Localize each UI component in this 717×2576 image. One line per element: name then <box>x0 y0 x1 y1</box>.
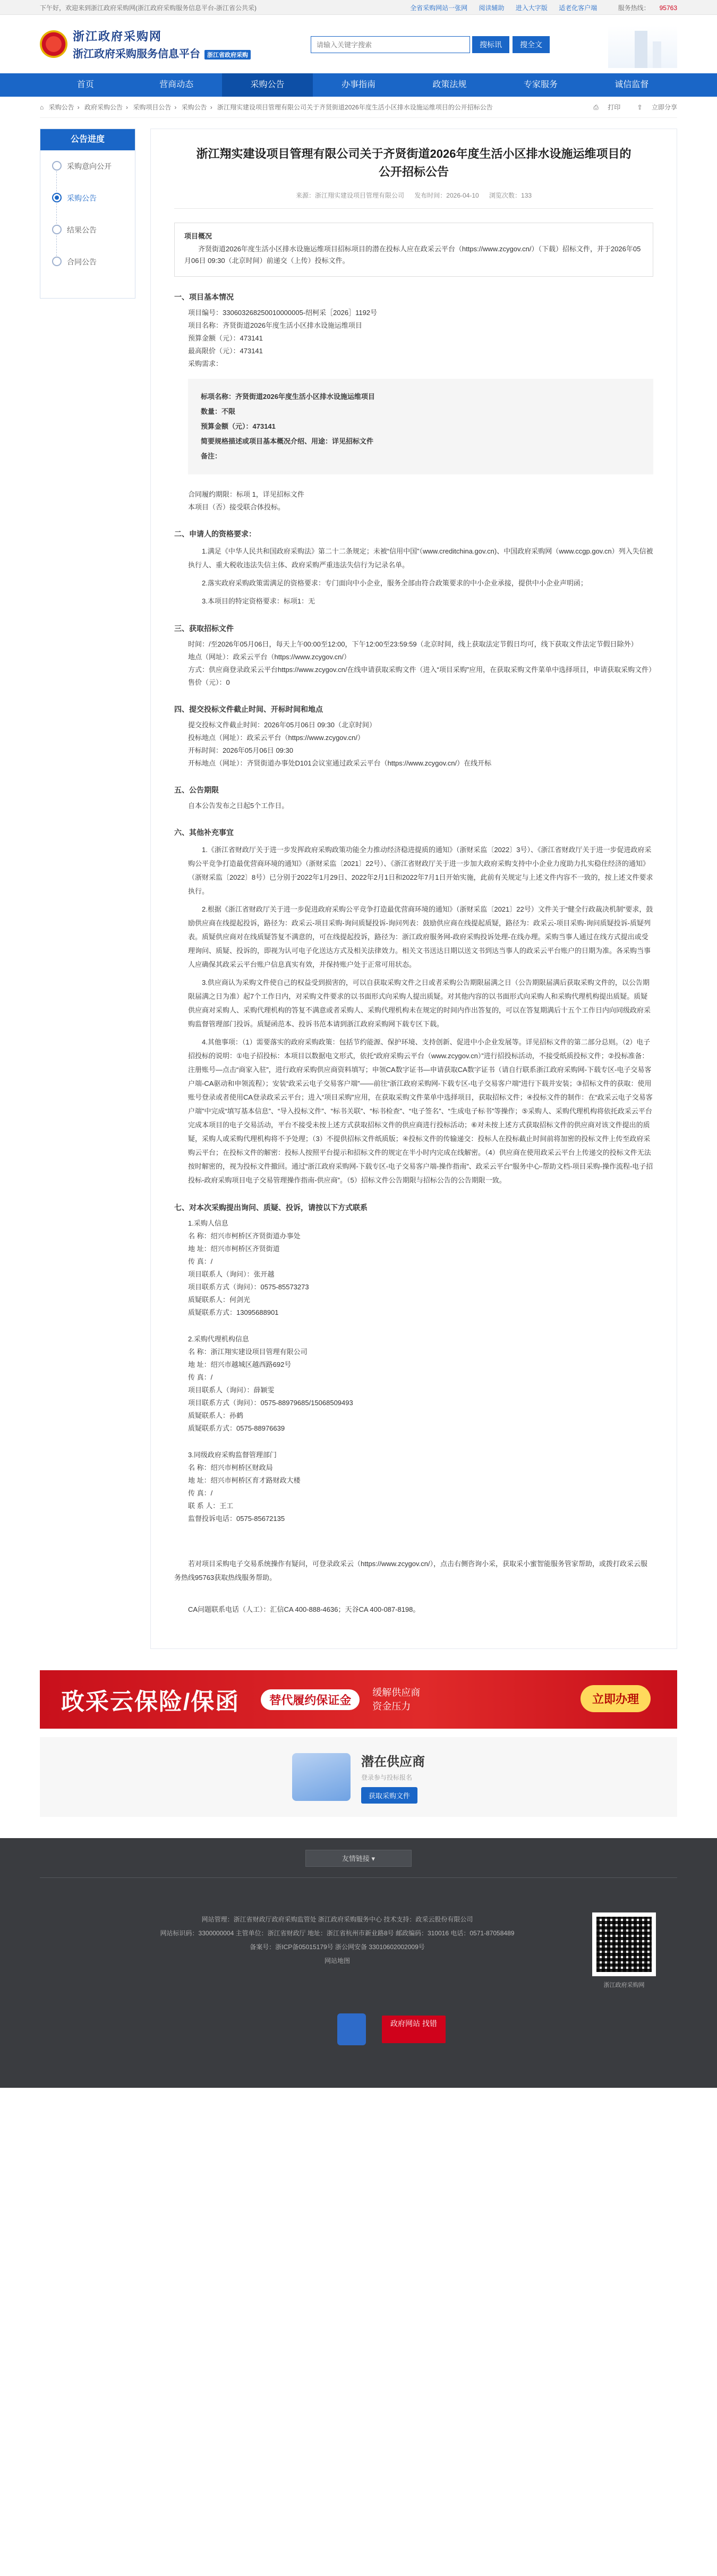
supplier-illustration-icon <box>292 1753 351 1801</box>
contact-group-title: 1.采购人信息 <box>188 1219 228 1227</box>
banner-title: 政采云保险/保函 <box>61 1689 240 1715</box>
nav-credit[interactable]: 诚信监督 <box>614 80 649 89</box>
main-area <box>40 129 677 1649</box>
logo-badge: 浙江省政府采购 <box>204 50 251 59</box>
section-other: 六、其他补充事宜 1.《浙江省财政厅关于进一步发挥政府采购政策功能全力推动经济稳进提质的通知》（浙财采监〔2022〕3号）、《浙江省财政厅关于进一步促进政府采购公平竞争打造最优营商环境的通知》（浙财采监〔2021〕22号）、《浙江省财政厅关于进一步加大政府采购支持中小企业力度助力扎实稳住经济的通知》（浙财采监〔2022〕8号）已分别于2022年1月29日、2022年2月1日和2022年7月1日开始实施，此前有关规定与上述文件内容不一致的，按上述文件要求执行。 2.根据《浙江省财政厅关于进一步促进政府采购公平竞争打造最优营商环境的通知》（浙财采监〔2021〕22号）文件关于“健全行政裁决机制”要求，鼓励供应商在线提起投诉，路径为：政采云-项目采购-询问质疑投诉-询问列表：鼓励供应商在线提起质疑，路径为：政采云-项目采购-询问质疑投诉-质疑列表。质疑供应商对在线质疑答复不满意的，可在线提起投诉，路径为：浙江政府服务网-政府采购投诉处理-在线办理。采购当事人通过在线方式提出或受理询问、质疑、投诉的，即视为认可电子化送达方式及相关法律效力。相关文书送达日期以送文书到达当事人的政采云平台账户的日期为准。各采购当事人应确保其政采云平台账户信息真实有效，并保持账户处于正常可用状态。 3.供应商认为采购文件使自己的权益受到损害的，可以自获取采购文件之日或者采购公告期限届满之日（公告期限届满后获取采购文件的，以公告期限届满之日为准）起7个工作日内，对采购文件要求的以书面形式向采购人提出质疑。对其他内容的以书面形式向采购人和采购代理机构提出质疑。质疑供应商对采购人、采购代理机构的答复不满意或者采购人、采购代理机构未在规定的时间内作出答复的，可以在答复期满后十五个工作日内向同级政府采购监督管理部门投诉。质疑函范本、投诉书范本请到浙江政府采购网下载专区下载。 4.其他事项：（1）需要落实的政府采购政策：包括节约能源、保护环境、支持创新、促进中小企业发展等。详见招标文件的第二部分总则。（2）电子招投标的说明：①电子招投标：本项目以数据电文形式，依托“政府采购云平台（www.zcygov.cn）”进行招投标活动，不接受纸质投标文件；②投标准备：注册账号—点击“商家入驻”，进行政府采购供应商资料填写；申领CA数字证书—申请获取CA数字证书（请自行联系浙江政府采购网-下载专区-电子交易客户端-CA驱动和申领流程）；安装“政采云电子交易客户端”——前往“浙江政府采购网-下载专区-电子交易客户端”进行下载并安装；③招标文件的获取：使用账号登录或者使用CA登录政采云平台；进入“项目采购”应用，在获取采购文件菜单中选择项目，获取招标文件；④投标文件的制作：在“政采云电子交易客户端”中完成“填写基本信息”、“导入投标文件”、“标书关联”、“标书检查”、“电子签名”、“生成电子标书”等操作；⑤采购人、采购代理机构将依托政采云平台完成本项目的电子交易活动，平台不接受未按上述方式获取招标文件的供应商进行投标活动；⑥对未按上述方式获取招标文件的供应商对该文件提出的质疑，采购人或采购代理机构将不予处理；（3）不提供招标文件纸质版；④投标文件的传输递交：投标人在投标截止时间前将加密的投标文件上传至政府采购云平台；在投标文件的解密：投标人按照平台提示和招标文件的规定在半小时内完成在线解密。（4）供应商在使用政采云平台上传递交的投标文件无法按时解密的，视为投标文件撤回。通过“浙江政府采购网-下载专区-电子交易客户端-操作指南”、政采云平台“服务中心-帮助文档-项目采购-操作流程-电子招投标-政府采购项目电子交易管理操作指南-供应商”。（5）招标文件公告期限与招标公告的公告期限一致。 <box>174 826 653 1187</box>
nav-announcements[interactable]: 采购公告 <box>222 73 313 97</box>
qualification-para: 1.满足《中华人民共和国政府采购法》第二十二条规定；未被“信用中国”（www.creditchina.gov.cn)、中国政府采购网（www.ccgp.gov.cn）列入失信被执行人、重大税收违法失信主体、政府采购严重违法失信行为记录名单。 <box>188 547 653 569</box>
lot-line: 简要规格描述或项目基本概况介绍、用途：详见招标文件 <box>201 437 374 445</box>
section-contacts: 七、对本次采购提出询问、质疑、投诉，请按以下方式联系 1.采购人信息 名 称：绍兴市柯桥区齐贤街道办事处 地 址：绍兴市柯桥区齐贤街道 传 真：/ 项目联系人（询问）：张开越 项目联系方式（询问）：0575-85573273 质疑联系人：何剑光 质疑联系方式：13095688901 2.采购代理机构信息 名 称：浙江翔实建设项目管理有限公司 地 址：绍兴市越城区越西路692号 传 真：/ 项目联系人（询问）：薛颖雯 项目联系方式（询问）：0575-88979685/15068509493 质疑联系人：孙鹤 质疑联系方式：0575-88976639 3.同级政府采购监督管理部门 名 称：绍兴市柯桥区财政局 地 址：绍兴市柯桥区育才路财政大楼 传 真：/ 联 系 人：王工 监督投诉电话：0575-85672135 <box>174 1201 653 1525</box>
contact-group-title: 2.采购代理机构信息 <box>188 1335 249 1343</box>
contact-line: 质疑联系人：何剑光 <box>188 1296 251 1304</box>
topbar-link-reading[interactable]: 阅读辅助 <box>479 4 505 12</box>
other-para: 4.其他事项：（1）需要落实的政府采购政策：包括节约能源、保护环境、支持创新、促进中小企业发展等。详见招标文件的第二部分总则。（2）电子招投标的说明：①电子招投标：本项目以数据电文形式，依托“政府采购云平台（www.zcygov.cn）”进行招投标活动，不接受纸质投标文件；②投标准备：注册账号—点击“商家入驻”，进行政府采购供应商资料填写；申领CA数字证书—申请获取CA数字证书（请自行联系浙江政府采购网-下载专区-电子交易客户端-CA驱动和申领流程）；安装“政采云电子交易客户端”——前往“浙江政府采购网-下载专区-电子交易客户端”进行下载并安装；③招标文件的获取：使用账号登录或者使用CA登录政采云平台；进入“项目采购”应用，在获取采购文件菜单中选择项目，获取招标文件；④投标文件的制作：在“政采云电子交易客户端”中完成“填写基本信息”、“导入投标文件”、“标书关联”、“标书检查”、“电子签名”、“生成电子标书”等操作；⑤采购人、采购代理机构将依托政采云平台完成本项目的电子交易活动，平台不接受未按上述方式获取招标文件的供应商进行投标活动；⑥对未按上述方式获取招标文件的供应商对该文件提出的质疑，采购人或采购代理机构将不予处理；（3）不提供招标文件纸质版；④投标文件的传输递交：投标人在投标截止时间前将加密的投标文件上传至政府采购云平台；在投标文件的解密：投标人按照平台提示和招标文件的规定在半小时内完成在线解密。（4）供应商在使用政采云平台上传递交的投标文件无法按时解密的，视为投标文件撤回。通过“浙江政府采购网-下载专区-电子交易客户端-操作指南”、政采云平台“服务中心-帮助文档-项目采购-操作流程-电子招投标-政府采购项目电子交易管理操作指南-供应商”。（5）招标文件公告期限与招标公告的公告期限一致。 <box>188 1038 653 1184</box>
topbar-links <box>400 3 677 12</box>
topbar <box>0 0 717 15</box>
contact-group-title: 3.同级政府采购监督管理部门 <box>188 1451 277 1459</box>
topbar-link-elderly[interactable]: 适老化客户端 <box>559 4 598 12</box>
gov-site-error-badge[interactable]: 政府网站 找错 <box>382 2016 446 2043</box>
contact-line: 名 称：浙江翔实建设项目管理有限公司 <box>188 1348 308 1356</box>
friendly-links-select[interactable]: 友情链接 ▾ <box>305 1850 412 1867</box>
info-line: 合同履约期限：标项 1，详见招标文件 <box>188 490 304 498</box>
section-get-docs: 三、获取招标文件 时间：/至2026年05月06日，每天上午00:00至12:00，下午12:00至23:59:59（北京时间，线上获取法定节假日均可，线下获取文件法定节假日除外） 地点（网址）：政采云平台（https://www.zcygov.cn/） 方式：供应商登录政采云平台https://www.zcygov.cn/在线申请获取采购文件（进入“项目采购”应用，在获取采购文件菜单中选择项目，申请获取采购文件） 售价（元）：0 <box>174 622 653 689</box>
search-bids-button[interactable]: 搜标讯 <box>472 36 509 53</box>
contact-line: 传 真：/ <box>188 1373 213 1381</box>
site-logo[interactable] <box>73 28 251 61</box>
logo-line2: 浙江政府采购服务信息平台 浙江省政府采购 <box>73 45 251 61</box>
step-dot-icon <box>52 225 62 234</box>
section-deadline: 四、提交投标文件截止时间、开标时间和地点 提交投标文件截止时间：2026年05月06日 09:30（北京时间） 投标地点（网址）：政采云平台（https://www.zcygov.cn/） 开标时间：2026年05月06日 09:30 开标地点（网址）：齐贤街道办事处D101会议室通过政采云平台（https://www.zcygov.cn/）在线开标 <box>174 703 653 770</box>
info-line: 项目名称：齐贤街道2026年度生活小区排水设施运维项目 <box>188 321 362 329</box>
get-docs-button[interactable]: 获取采购文件 <box>361 1787 417 1804</box>
info-line: 预算金额（元）：473141 <box>188 334 263 342</box>
welcome-text: 下午好，欢迎来到浙江政府采购网(浙江政府采购服务信息平台-浙江省公共采) <box>40 4 257 12</box>
overview-title: 项目概况 <box>184 232 212 240</box>
contact-line: 传 真：/ <box>188 1257 213 1265</box>
print-button[interactable]: ⎙ 打印 <box>593 104 621 111</box>
docs-line: 时间：/至2026年05月06日，每天上午00:00至12:00，下午12:00至23:59:59（北京时间，线上获取法定节假日均可，线下获取文件法定节假日除外） <box>188 640 638 648</box>
lot-line: 预算金额（元）：473141 <box>201 422 276 430</box>
nav-guide[interactable]: 办事指南 <box>341 80 375 89</box>
nav-business[interactable]: 营商动态 <box>159 80 194 89</box>
footer <box>0 1838 717 2088</box>
nav-home[interactable]: 首页 <box>76 80 94 89</box>
contact-line: 地 址：绍兴市柯桥区育才路财政大楼 <box>188 1476 301 1484</box>
contact-line: 质疑联系人：孙鹤 <box>188 1412 244 1419</box>
logo-line1: 浙江政府采购网 <box>73 30 163 43</box>
project-overview <box>174 223 653 277</box>
hotline-label: 服务热线： <box>618 4 650 12</box>
qr-caption: 浙江政府采购网 <box>603 1982 645 1988</box>
other-para: 2.根据《浙江省财政厅关于进一步促进政府采购公平竞争打造最优营商环境的通知》（浙财采监〔2021〕22号）文件关于“健全行政裁决机制”要求，鼓励供应商在线提起投诉，路径为：政采云-项目采购-询问质疑投诉-询问列表：鼓励供应商在线提起质疑，路径为：政采云-项目采购-询问质疑投诉-质疑列表。质疑供应商对在线质疑答复不满意的，可在线提起投诉，路径为：浙江政府服务网-政府采购投诉处理-在线办理。采购当事人通过在线方式提出或受理询问、质疑、投诉的，即视为认可电子化送达方式及相关法律效力。相关文书送达日期以送文书到达当事人的政采云平台账户的日期为准。各采购当事人应确保其政采云平台账户信息真实有效，并保持账户处于正常可用状态。 <box>188 905 653 968</box>
contact-line: 名 称：绍兴市柯桥区财政局 <box>188 1464 273 1472</box>
info-line: 采购需求： <box>188 360 223 368</box>
supplier-panel <box>40 1737 677 1817</box>
article <box>150 129 677 1649</box>
breadcrumb-item[interactable]: 政府采购公告 <box>84 104 123 111</box>
header <box>0 15 717 73</box>
nav-experts[interactable]: 专家服务 <box>523 80 558 89</box>
docs-line: 方式：供应商登录政采云平台https://www.zcygov.cn/在线申请获取采购文件（进入“项目采购”应用，在获取采购文件菜单中选择项目，申请获取采购文件） <box>188 666 656 674</box>
supplier-title: 潜在供应商 <box>361 1754 425 1769</box>
overview-text: 齐贤街道2026年度生活小区排水设施运维项目招标项目的潜在投标人应在政采云平台（https://www.zcygov.cn/）（下载）招标文件，并于2026年05月06日 09:30（北京时间）前递交（上传）投标文件。 <box>184 245 641 265</box>
contact-line: 质疑联系方式：13095688901 <box>188 1308 279 1316</box>
banner-cta-button[interactable]: 立即办理 <box>581 1685 651 1712</box>
docs-line: 售价（元）：0 <box>188 678 230 686</box>
qualification-para: 2.落实政府采购政策需满足的资格要求：专门面向中小企业，服务全部由符合政策要求的中小企业承接，提供中小企业声明函； <box>202 579 587 587</box>
hotline <box>609 4 677 12</box>
footer-info <box>109 1912 566 1968</box>
article-meta <box>174 191 653 209</box>
progress-step-intent[interactable]: 采购意向公开 <box>52 161 135 193</box>
contact-line: 名 称：绍兴市柯桥区齐贤街道办事处 <box>188 1232 301 1240</box>
search-fulltext-button[interactable]: 搜全文 <box>513 36 550 53</box>
share-icon: ⇪ <box>637 104 643 111</box>
nav-policy[interactable]: 政策法规 <box>432 80 467 89</box>
contact-line: 传 真：/ <box>188 1489 213 1497</box>
lot-line: 标项名称：齐贤街道2026年度生活小区排水设施运维项目 <box>201 393 375 401</box>
contact-line: 质疑联系方式：0575-88976639 <box>188 1424 285 1432</box>
footer-line: 网站标识码：3300000004 主管单位：浙江省财政厅 地址：浙江省杭州市新业路8号 邮政编码：310016 电话：0571-87058489 <box>160 1929 515 1937</box>
topbar-link-large[interactable]: 进入大字版 <box>515 4 548 12</box>
sitemap-link[interactable]: 网站地图 <box>324 1957 350 1965</box>
progress-title: 公告进度 <box>40 129 135 150</box>
deadline-line: 开标地点（网址）：齐贤街道办事处D101会议室通过政采云平台（https://www.zcygov.cn/）在线开标 <box>188 759 492 767</box>
help-text: 若对项目采购电子交易系统操作有疑问，可登录政采云（https://www.zcygov.cn/），点击右侧咨询小采，获取采小蜜智能服务管家帮助，或拨打政采云服务热线95763获取热线服务帮助。 <box>174 1560 648 1582</box>
supplier-subtitle: 登录参与投标报名 <box>361 1773 413 1781</box>
qr-code <box>592 1912 656 1976</box>
article-date: 发布时间：2026-04-10 <box>414 192 479 199</box>
insurance-banner[interactable] <box>40 1670 677 1729</box>
article-views: 浏览次数：133 <box>489 192 532 199</box>
other-para: 1.《浙江省财政厅关于进一步发挥政府采购政策功能全力推动经济稳进提质的通知》（浙财采监〔2022〕3号）、《浙江省财政厅关于进一步促进政府采购公平竞争打造最优营商环境的通知》（浙财采监〔2021〕22号）、《浙江省财政厅关于进一步加大政府采购支持中小企业力度助力扎实稳住经济的通知》（浙财采监〔2022〕8号）已分别于2022年1月29日、2022年2月1日和2022年7月1日开始实施，此前有关规定与上述文件内容不一致的，按上述文件要求执行。 <box>188 846 653 895</box>
header-illustration <box>608 25 677 68</box>
breadcrumb-item[interactable]: 采购项目公告 <box>133 104 172 111</box>
other-para: 3.供应商认为采购文件使自己的权益受到损害的，可以自获取采购文件之日或者采购公告期限届满之日（公告期限届满后获取采购文件的，以公告期限届满之日为准）起7个工作日内，对采购文件要求的以书面形式向采购人提出质疑。对其他内容的以书面形式向采购人和采购代理机构提出质疑。质疑供应商对采购人、采购代理机构的答复不满意或者采购人、采购代理机构未在规定的时间内作出答复的，可以在答复期满后十五个工作日内向同级政府采购监督管理部门投诉。质疑函范本、投诉书范本请到浙江政府采购网下载专区下载。 <box>188 979 651 1028</box>
banner-sub: 缓解供应商 资金压力 <box>372 1687 421 1712</box>
info-line: 最高限价（元）：473141 <box>188 347 263 355</box>
progress-sidebar <box>40 129 135 1649</box>
contact-line: 联 系 人：王工 <box>188 1502 234 1510</box>
footer-line: 备案号：浙ICP备05015179号 浙公网安备 33010602002009号 <box>250 1943 425 1951</box>
breadcrumb-current: 浙江翔实建设项目管理有限公司关于齐贤街道2026年度生活小区排水设施运维项目的公开招标公告 <box>217 104 493 111</box>
search-bar <box>311 36 550 53</box>
banner-pill: 替代履约保证金 <box>261 1689 360 1710</box>
deadline-line: 投标地点（网址）：政采云平台（https://www.zcygov.cn/） <box>188 734 365 742</box>
contact-line: 项目联系方式（询问）：0575-85573273 <box>188 1283 309 1291</box>
footer-line: 网站管理：浙江省财政厅政府采购监管处 浙江政府采购服务中心 技术支持：政采云股份有限公司 <box>201 1916 473 1923</box>
step-dot-icon <box>52 161 62 171</box>
lot-line: 备注： <box>201 452 222 460</box>
breadcrumb-item[interactable]: 采购公告 <box>181 104 207 111</box>
lot-box <box>188 379 653 474</box>
print-icon: ⎙ <box>593 104 599 111</box>
contact-line: 项目联系人（询问）：薛颖雯 <box>188 1386 275 1394</box>
emblem-icon <box>40 30 67 58</box>
step-dot-icon <box>52 257 62 266</box>
article-title: 浙江翔实建设项目管理有限公司关于齐贤街道2026年度生活小区排水设施运维项目的公开招标公告 <box>196 147 631 178</box>
share-button[interactable]: ⇪ 立即分享 <box>637 104 677 111</box>
progress-step-result[interactable]: 结果公告 <box>52 225 135 257</box>
step-dot-icon <box>52 193 62 202</box>
section-period: 五、公告期限 自本公告发布之日起5个工作日。 <box>174 784 653 812</box>
info-line: 本项目（否）接受联合体投标。 <box>188 503 285 511</box>
qualification-para: 3.本项目的特定资格要求：标项1：无 <box>202 597 315 605</box>
main-nav <box>0 73 717 97</box>
progress-step-contract[interactable]: 合同公告 <box>52 257 135 288</box>
section-basic-info: 一、项目基本情况 项目编号：330603268250010000005-绍柯采［2026］1192号 项目名称：齐贤街道2026年度生活小区排水设施运维项目 预算金额（元）：473141 最高限价（元）：473141 采购需求： 标项名称：齐贤街道2026年度生活小区排水设施运维项目 数量：不限 预算金额（元）：473141 简要规格描述或项目基本概况介绍、用途：详见招标文件 备注： 合同履约期限：标项 1，详见招标文件 本项目（否）接受联合体投标。 <box>174 291 653 514</box>
deadline-line: 提交投标文件截止时间：2026年05月06日 09:30（北京时间） <box>188 721 376 729</box>
section-qualification: 二、申请人的资格要求： 1.满足《中华人民共和国政府采购法》第二十二条规定；未被“信用中国”（www.creditchina.gov.cn)、中国政府采购网（www.ccgp.gov.cn）列入失信被执行人、重大税收违法失信主体、政府采购严重违法失信行为记录名单。 2.落实政府采购政策需满足的资格要求：专门面向中小企业，服务全部由符合政策要求的中小企业承接，提供中小企业声明函； 3.本项目的特定资格要求：标项1：无 <box>174 528 653 608</box>
breadcrumb-item[interactable]: 采购公告 <box>48 104 74 111</box>
contact-line: 项目联系人（询问）：张开越 <box>188 1270 275 1278</box>
search-input[interactable] <box>311 36 470 53</box>
info-line: 项目编号：330603268250010000005-绍柯采［2026］1192号 <box>188 309 378 317</box>
progress-step-announcement[interactable]: 采购公告 <box>52 193 135 225</box>
contact-line: 项目联系方式（询问）：0575-88979685/15068509493 <box>188 1399 353 1407</box>
footer-badges <box>337 2013 446 2045</box>
breadcrumb: ⌂ 采购公告 › 政府采购公告 › 采购项目公告 › 采购公告 › 浙江翔实建设项目管理有限公司关于齐贤街道2026年度生活小区排水设施运维项目的公开招标公告 ⎙ 打印 ⇪ 立即分享 <box>40 97 677 118</box>
lot-line: 数量：不限 <box>201 407 236 415</box>
topbar-link-network[interactable]: 全省采购网站一张网 <box>410 4 468 12</box>
hotline-number: 95763 <box>659 4 677 12</box>
contact-line: 地 址：绍兴市越城区越西路692号 <box>188 1361 292 1368</box>
period-text: 自本公告发布之日起5个工作日。 <box>188 802 289 810</box>
contact-line: 地 址：绍兴市柯桥区齐贤街道 <box>188 1245 280 1253</box>
party-gov-badge-icon[interactable] <box>337 2013 366 2045</box>
home-icon: ⌂ <box>40 104 44 111</box>
ca-contact-text: CA问题联系电话（人工）：汇信CA 400-888-4636；天谷CA 400-087-8198。 <box>188 1605 420 1613</box>
deadline-line: 开标时间：2026年05月06日 09:30 <box>188 746 293 754</box>
docs-line: 地点（网址）：政采云平台（https://www.zcygov.cn/） <box>188 653 351 661</box>
article-source: 来源：浙江翔实建设项目管理有限公司 <box>295 192 404 199</box>
contact-line: 监督投诉电话：0575-85672135 <box>188 1515 285 1523</box>
